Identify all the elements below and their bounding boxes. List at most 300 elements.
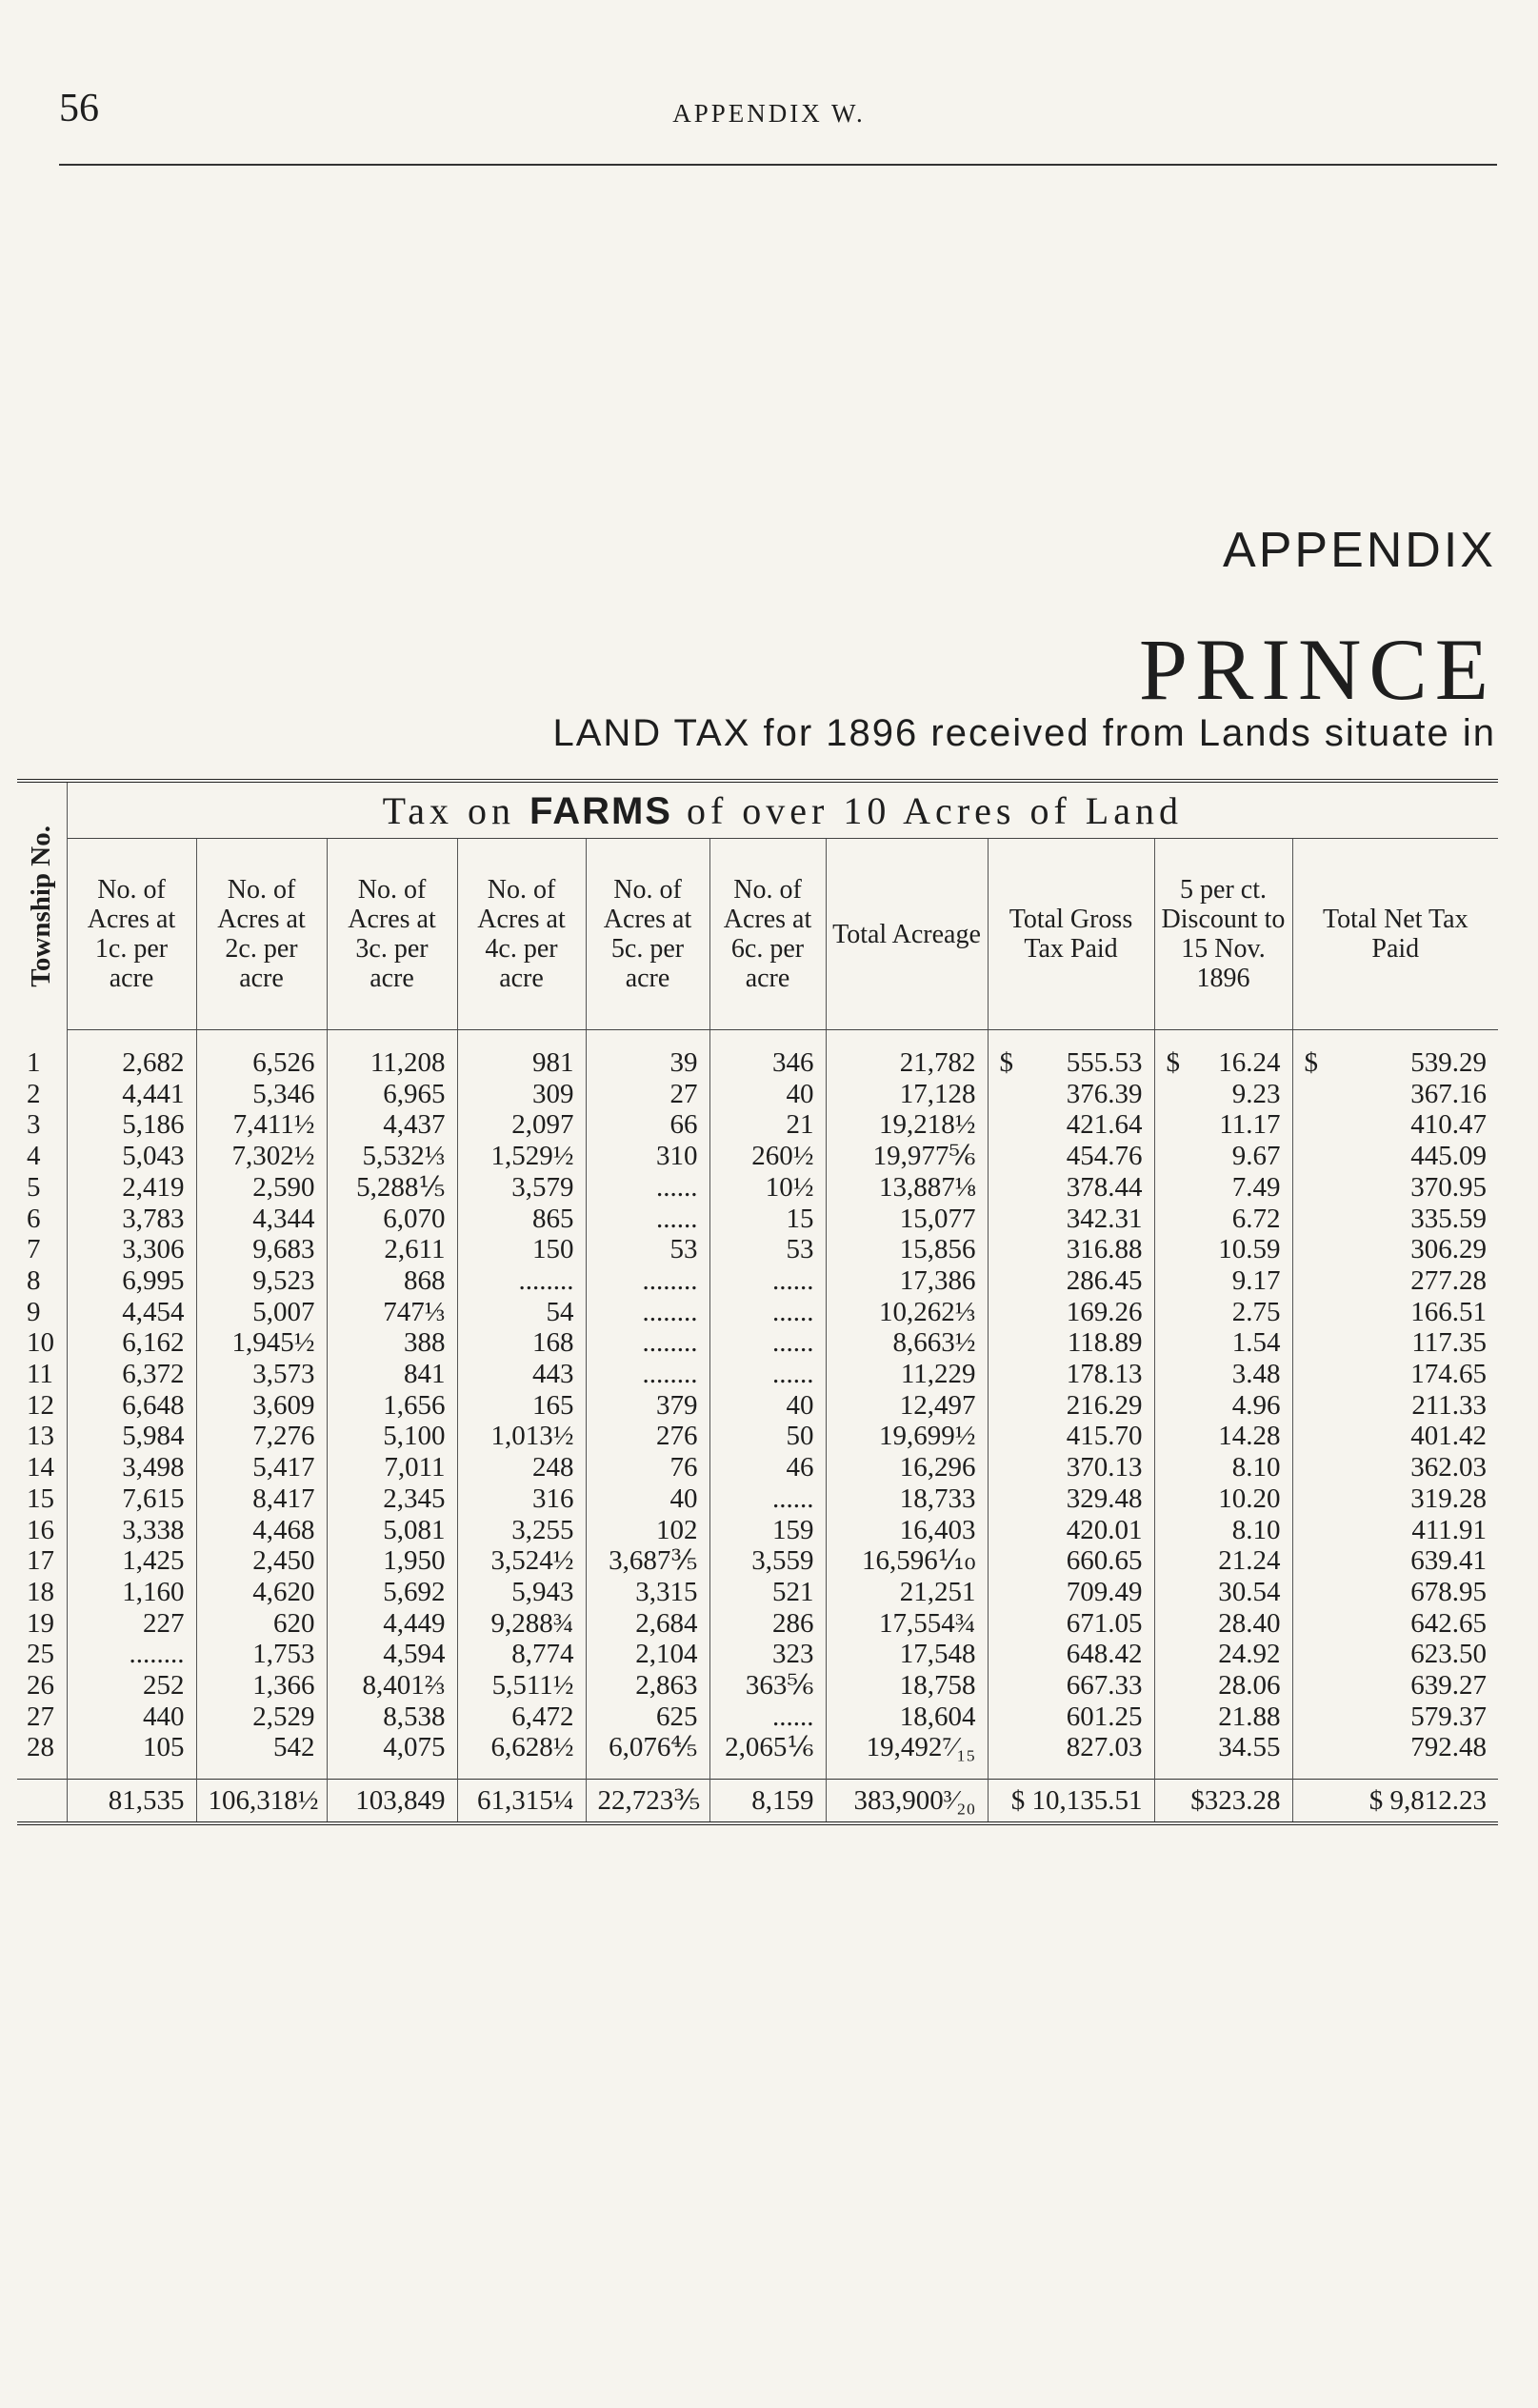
table-row xyxy=(17,1608,1498,1640)
acres-3c: 4,594 xyxy=(327,1639,457,1670)
total-acreage: 19,492⁷⁄₁₅ xyxy=(826,1732,988,1779)
acres-2c: 4,344 xyxy=(196,1204,327,1235)
gross-tax: 376.39 xyxy=(988,1079,1154,1110)
acres-4c: 316 xyxy=(457,1483,586,1515)
township-number: 18 xyxy=(27,1576,54,1607)
header-rule xyxy=(59,164,1497,166)
table-row xyxy=(17,1204,1498,1235)
acres-1c: 6,648 xyxy=(67,1390,196,1422)
acres-4c: 5,943 xyxy=(457,1577,586,1608)
land-tax-title: LAND TAX for 1896 received from Lands situate in xyxy=(552,712,1496,754)
acres-5c: ........ xyxy=(586,1327,709,1359)
township-number: 10 xyxy=(27,1327,54,1359)
acres-1c: 5,984 xyxy=(67,1421,196,1452)
table-row xyxy=(17,1327,1498,1359)
township-number: 19 xyxy=(27,1607,54,1639)
acres-6c: 346 xyxy=(709,1030,826,1079)
township-number: 15 xyxy=(27,1483,54,1514)
acres-5c: 53 xyxy=(586,1234,709,1265)
acres-3c: 2,345 xyxy=(327,1483,457,1515)
acres-3c: 5,692 xyxy=(327,1577,457,1608)
acres-1c: 6,162 xyxy=(67,1327,196,1359)
gross-tax: 286.45 xyxy=(988,1265,1154,1297)
gross-tax: 601.25 xyxy=(988,1702,1154,1733)
net-tax: 319.28 xyxy=(1292,1483,1498,1515)
table-row xyxy=(17,1030,1498,1079)
table-row xyxy=(17,1390,1498,1422)
total-acreage: 19,218½ xyxy=(826,1109,988,1141)
table-row xyxy=(17,1172,1498,1204)
dollar-sign: $ xyxy=(1304,1047,1318,1078)
acres-6c: ...... xyxy=(709,1265,826,1297)
township-number: 16 xyxy=(27,1514,54,1545)
acres-6c: 2,065⅙ xyxy=(709,1732,826,1779)
acres-1c: 3,306 xyxy=(67,1234,196,1265)
acres-5c: 3,315 xyxy=(586,1577,709,1608)
net-tax: 306.29 xyxy=(1292,1234,1498,1265)
acres-2c: 9,523 xyxy=(196,1265,327,1297)
acres-6c: 10½ xyxy=(709,1172,826,1204)
table-row xyxy=(17,1297,1498,1328)
acres-2c: 3,573 xyxy=(196,1359,327,1390)
header-acres-5c: No. of Acres at 5c. per acre xyxy=(586,839,709,1030)
total-acreage: 18,758 xyxy=(826,1670,988,1702)
acres-1c: 4,454 xyxy=(67,1297,196,1328)
township-number: 6 xyxy=(27,1203,41,1234)
header-acres-1c: No. of Acres at 1c. per acre xyxy=(67,839,196,1030)
acres-5c: 3,687⅗ xyxy=(586,1545,709,1577)
township-number: 9 xyxy=(27,1296,41,1327)
gross-tax: 216.29 xyxy=(988,1390,1154,1422)
acres-3c: 4,449 xyxy=(327,1608,457,1640)
acres-3c: 5,081 xyxy=(327,1515,457,1546)
acres-6c: ...... xyxy=(709,1483,826,1515)
acres-6c: 53 xyxy=(709,1234,826,1265)
gross-tax: 420.01 xyxy=(988,1515,1154,1546)
band-farms: FARMS xyxy=(529,789,672,832)
acres-5c: ...... xyxy=(586,1172,709,1204)
net-tax: 411.91 xyxy=(1292,1515,1498,1546)
acres-6c: 323 xyxy=(709,1639,826,1670)
acres-6c: 40 xyxy=(709,1079,826,1110)
township-number: 28 xyxy=(27,1732,54,1763)
page-number: 56 xyxy=(59,87,99,130)
acres-1c: 6,995 xyxy=(67,1265,196,1297)
net-tax: 639.27 xyxy=(1292,1670,1498,1702)
acres-2c: 4,468 xyxy=(196,1515,327,1546)
table-row xyxy=(17,1732,1498,1779)
acres-3c: 388 xyxy=(327,1327,457,1359)
acres-3c: 8,538 xyxy=(327,1702,457,1733)
acres-4c: 6,472 xyxy=(457,1702,586,1733)
acres-5c: ........ xyxy=(586,1359,709,1390)
net-tax: 639.41 xyxy=(1292,1545,1498,1577)
acres-4c: 8,774 xyxy=(457,1639,586,1670)
acres-4c: 6,628½ xyxy=(457,1732,586,1779)
total-acreage: 12,497 xyxy=(826,1390,988,1422)
acres-4c: 3,255 xyxy=(457,1515,586,1546)
acres-1c: 105 xyxy=(67,1732,196,1779)
acres-5c: 2,863 xyxy=(586,1670,709,1702)
acres-6c: 260½ xyxy=(709,1141,826,1172)
acres-6c: ...... xyxy=(709,1327,826,1359)
acres-2c: 7,276 xyxy=(196,1421,327,1452)
total-acreage: 18,604 xyxy=(826,1702,988,1733)
dollar-sign: $ xyxy=(1166,1047,1180,1078)
acres-2c: 1,945½ xyxy=(196,1327,327,1359)
acres-6c: ...... xyxy=(709,1359,826,1390)
acres-5c: 27 xyxy=(586,1079,709,1110)
acres-1c: 2,419 xyxy=(67,1172,196,1204)
acres-2c: 2,529 xyxy=(196,1702,327,1733)
acres-6c: 159 xyxy=(709,1515,826,1546)
discount: 11.17 xyxy=(1154,1109,1292,1141)
acres-5c: 2,684 xyxy=(586,1608,709,1640)
acres-3c: 841 xyxy=(327,1359,457,1390)
running-head: APPENDIX W. xyxy=(672,99,866,128)
total-acreage: 21,782 xyxy=(826,1030,988,1079)
total-acreage: 18,733 xyxy=(826,1483,988,1515)
prince-heading: PRINCE xyxy=(1138,621,1496,718)
total-acres-3c: 103,849 xyxy=(327,1780,457,1824)
total-acreage: 17,548 xyxy=(826,1639,988,1670)
discount: 2.75 xyxy=(1154,1297,1292,1328)
grand-total-net-tax: $ 9,812.23 xyxy=(1292,1780,1498,1824)
acres-3c: 5,100 xyxy=(327,1421,457,1452)
discount-value: 16.24 xyxy=(1218,1047,1281,1078)
acres-3c: 4,437 xyxy=(327,1109,457,1141)
net-tax: 117.35 xyxy=(1292,1327,1498,1359)
total-acreage: 15,077 xyxy=(826,1204,988,1235)
table-row xyxy=(17,1515,1498,1546)
acres-1c: 6,372 xyxy=(67,1359,196,1390)
acres-3c: 747⅓ xyxy=(327,1297,457,1328)
acres-3c: 1,950 xyxy=(327,1545,457,1577)
total-acreage: 17,386 xyxy=(826,1265,988,1297)
acres-1c: 227 xyxy=(67,1608,196,1640)
gross-tax: 648.42 xyxy=(988,1639,1154,1670)
township-number: 13 xyxy=(27,1421,54,1452)
discount: 7.49 xyxy=(1154,1172,1292,1204)
acres-4c: 5,511½ xyxy=(457,1670,586,1702)
township-number: 2 xyxy=(27,1078,41,1109)
table-row xyxy=(17,1452,1498,1483)
grand-total-acreage: 383,900³⁄₂₀ xyxy=(826,1780,988,1824)
net-tax: 445.09 xyxy=(1292,1141,1498,1172)
acres-1c: 5,186 xyxy=(67,1109,196,1141)
township-number: 7 xyxy=(27,1234,41,1265)
grand-total-gross-tax: $ 10,135.51 xyxy=(988,1780,1154,1824)
discount: 10.59 xyxy=(1154,1234,1292,1265)
header-acres-4c: No. of Acres at 4c. per acre xyxy=(457,839,586,1030)
acres-3c: 868 xyxy=(327,1265,457,1297)
township-number: 27 xyxy=(27,1701,54,1732)
net-tax-value: 539.29 xyxy=(1410,1047,1488,1078)
acres-2c: 5,346 xyxy=(196,1079,327,1110)
acres-5c: 379 xyxy=(586,1390,709,1422)
acres-2c: 5,417 xyxy=(196,1452,327,1483)
acres-1c: 7,615 xyxy=(67,1483,196,1515)
gross-tax: 415.70 xyxy=(988,1421,1154,1452)
total-acreage: 10,262⅓ xyxy=(826,1297,988,1328)
net-tax: 335.59 xyxy=(1292,1204,1498,1235)
total-acres-5c: 22,723⅗ xyxy=(586,1780,709,1824)
discount: 28.06 xyxy=(1154,1670,1292,1702)
acres-3c: 5,288⅕ xyxy=(327,1172,457,1204)
discount: 1.54 xyxy=(1154,1327,1292,1359)
acres-6c: 363⅚ xyxy=(709,1670,826,1702)
discount xyxy=(1154,1030,1292,1079)
acres-4c: 9,288¾ xyxy=(457,1608,586,1640)
gross-tax: 709.49 xyxy=(988,1577,1154,1608)
acres-4c: 3,524½ xyxy=(457,1545,586,1577)
gross-tax: 329.48 xyxy=(988,1483,1154,1515)
net-tax xyxy=(1292,1030,1498,1079)
discount: 21.88 xyxy=(1154,1702,1292,1733)
land-tax-table xyxy=(17,783,1498,1825)
acres-5c: 40 xyxy=(586,1483,709,1515)
discount: 21.24 xyxy=(1154,1545,1292,1577)
acres-1c: 3,783 xyxy=(67,1204,196,1235)
gross-tax: 316.88 xyxy=(988,1234,1154,1265)
gross-tax: 827.03 xyxy=(988,1732,1154,1779)
band-row xyxy=(17,783,1498,839)
discount: 10.20 xyxy=(1154,1483,1292,1515)
header-discount: 5 per ct. Discount to 15 Nov. 1896 xyxy=(1154,839,1292,1030)
acres-2c: 7,411½ xyxy=(196,1109,327,1141)
totals-township-blank xyxy=(17,1780,67,1824)
acres-3c: 6,070 xyxy=(327,1204,457,1235)
gross-tax: 342.31 xyxy=(988,1204,1154,1235)
acres-2c: 4,620 xyxy=(196,1577,327,1608)
acres-3c: 4,075 xyxy=(327,1732,457,1779)
totals-row xyxy=(17,1780,1498,1824)
net-tax: 623.50 xyxy=(1292,1639,1498,1670)
township-number: 1 xyxy=(27,1046,41,1078)
acres-5c: 102 xyxy=(586,1515,709,1546)
township-number: 26 xyxy=(27,1670,54,1702)
discount: 6.72 xyxy=(1154,1204,1292,1235)
net-tax: 370.95 xyxy=(1292,1172,1498,1204)
total-acres-2c: 106,318½ xyxy=(196,1780,327,1824)
gross-tax: 118.89 xyxy=(988,1327,1154,1359)
township-header-label: Township No. xyxy=(26,825,57,987)
acres-3c: 5,532⅓ xyxy=(327,1141,457,1172)
acres-3c: 1,656 xyxy=(327,1390,457,1422)
acres-4c: 165 xyxy=(457,1390,586,1422)
net-tax: 642.65 xyxy=(1292,1608,1498,1640)
acres-2c: 1,366 xyxy=(196,1670,327,1702)
acres-4c: 54 xyxy=(457,1297,586,1328)
township-number: 3 xyxy=(27,1109,41,1141)
acres-2c: 542 xyxy=(196,1732,327,1779)
net-tax: 367.16 xyxy=(1292,1079,1498,1110)
dollar-sign: $ xyxy=(999,1047,1013,1078)
discount: 34.55 xyxy=(1154,1732,1292,1779)
table-row xyxy=(17,1079,1498,1110)
total-acres-6c: 8,159 xyxy=(709,1780,826,1824)
gross-tax: 169.26 xyxy=(988,1297,1154,1328)
discount: 24.92 xyxy=(1154,1639,1292,1670)
acres-5c: 39 xyxy=(586,1030,709,1079)
acres-5c: 76 xyxy=(586,1452,709,1483)
header-net-tax: Total Net Tax Paid xyxy=(1292,839,1498,1030)
township-header xyxy=(17,783,67,1030)
acres-5c: 625 xyxy=(586,1702,709,1733)
acres-6c: 3,559 xyxy=(709,1545,826,1577)
acres-1c: 1,425 xyxy=(67,1545,196,1577)
acres-4c: 150 xyxy=(457,1234,586,1265)
acres-2c: 9,683 xyxy=(196,1234,327,1265)
net-tax: 211.33 xyxy=(1292,1390,1498,1422)
acres-4c: 443 xyxy=(457,1359,586,1390)
header-acres-2c: No. of Acres at 2c. per acre xyxy=(196,839,327,1030)
band-post: of over 10 Acres of Land xyxy=(671,788,1183,832)
acres-1c: 2,682 xyxy=(67,1030,196,1079)
table-row xyxy=(17,1109,1498,1141)
acres-6c: 15 xyxy=(709,1204,826,1235)
acres-2c: 3,609 xyxy=(196,1390,327,1422)
discount: 9.17 xyxy=(1154,1265,1292,1297)
township-number: 14 xyxy=(27,1452,54,1483)
net-tax: 362.03 xyxy=(1292,1452,1498,1483)
acres-1c: 4,441 xyxy=(67,1079,196,1110)
acres-5c: 310 xyxy=(586,1141,709,1172)
gross-tax: 421.64 xyxy=(988,1109,1154,1141)
acres-1c: 3,338 xyxy=(67,1515,196,1546)
acres-2c: 2,590 xyxy=(196,1172,327,1204)
acres-2c: 6,526 xyxy=(196,1030,327,1079)
gross-tax xyxy=(988,1030,1154,1079)
discount: 8.10 xyxy=(1154,1515,1292,1546)
acres-2c: 1,753 xyxy=(196,1639,327,1670)
net-tax: 174.65 xyxy=(1292,1359,1498,1390)
net-tax: 678.95 xyxy=(1292,1577,1498,1608)
acres-1c: 440 xyxy=(67,1702,196,1733)
table-row xyxy=(17,1483,1498,1515)
header-total-acreage: Total Acreage xyxy=(826,839,988,1030)
discount: 4.96 xyxy=(1154,1390,1292,1422)
township-number: 5 xyxy=(27,1171,41,1203)
table-row xyxy=(17,1702,1498,1733)
total-acreage: 21,251 xyxy=(826,1577,988,1608)
total-acreage: 13,887⅛ xyxy=(826,1172,988,1204)
acres-5c: 2,104 xyxy=(586,1639,709,1670)
acres-6c: ...... xyxy=(709,1297,826,1328)
acres-4c: 1,013½ xyxy=(457,1421,586,1452)
acres-6c: 521 xyxy=(709,1577,826,1608)
acres-2c: 2,450 xyxy=(196,1545,327,1577)
acres-4c: ........ xyxy=(457,1265,586,1297)
table-row xyxy=(17,1359,1498,1390)
header-acres-3c: No. of Acres at 3c. per acre xyxy=(327,839,457,1030)
acres-2c: 5,007 xyxy=(196,1297,327,1328)
table-row xyxy=(17,1141,1498,1172)
total-acreage: 17,128 xyxy=(826,1079,988,1110)
table-row xyxy=(17,1265,1498,1297)
discount: 3.48 xyxy=(1154,1359,1292,1390)
column-header-row xyxy=(17,839,1498,1030)
acres-6c: ...... xyxy=(709,1702,826,1733)
farms-band-header xyxy=(67,783,1498,839)
acres-5c: 276 xyxy=(586,1421,709,1452)
gross-tax: 370.13 xyxy=(988,1452,1154,1483)
acres-4c: 981 xyxy=(457,1030,586,1079)
total-acreage: 19,977⅚ xyxy=(826,1141,988,1172)
acres-1c: 1,160 xyxy=(67,1577,196,1608)
band-pre: Tax on xyxy=(382,788,529,832)
acres-1c: 252 xyxy=(67,1670,196,1702)
acres-5c: 6,076⅘ xyxy=(586,1732,709,1779)
acres-5c: ........ xyxy=(586,1265,709,1297)
acres-4c: 309 xyxy=(457,1079,586,1110)
grand-total-discount: $323.28 xyxy=(1154,1780,1292,1824)
net-tax: 277.28 xyxy=(1292,1265,1498,1297)
discount: 9.23 xyxy=(1154,1079,1292,1110)
acres-1c: 3,498 xyxy=(67,1452,196,1483)
acres-4c: 3,579 xyxy=(457,1172,586,1204)
acres-5c: ...... xyxy=(586,1204,709,1235)
acres-5c: 66 xyxy=(586,1109,709,1141)
header-acres-6c: No. of Acres at 6c. per acre xyxy=(709,839,826,1030)
acres-1c: 5,043 xyxy=(67,1141,196,1172)
discount: 8.10 xyxy=(1154,1452,1292,1483)
acres-6c: 21 xyxy=(709,1109,826,1141)
table-row xyxy=(17,1639,1498,1670)
table-body xyxy=(17,1030,1498,1824)
acres-3c: 8,401⅔ xyxy=(327,1670,457,1702)
township-number: 17 xyxy=(27,1545,54,1577)
acres-4c: 865 xyxy=(457,1204,586,1235)
total-acreage: 11,229 xyxy=(826,1359,988,1390)
township-number: 4 xyxy=(27,1141,41,1172)
acres-4c: 168 xyxy=(457,1327,586,1359)
appendix-heading: APPENDIX xyxy=(1223,523,1496,578)
gross-tax: 454.76 xyxy=(988,1141,1154,1172)
gross-tax: 660.65 xyxy=(988,1545,1154,1577)
table-row xyxy=(17,1234,1498,1265)
township-number: 8 xyxy=(27,1264,41,1296)
discount: 30.54 xyxy=(1154,1577,1292,1608)
total-acreage: 16,296 xyxy=(826,1452,988,1483)
acres-6c: 286 xyxy=(709,1608,826,1640)
net-tax: 401.42 xyxy=(1292,1421,1498,1452)
total-acreage: 16,403 xyxy=(826,1515,988,1546)
acres-2c: 7,302½ xyxy=(196,1141,327,1172)
gross-tax: 671.05 xyxy=(988,1608,1154,1640)
net-tax: 410.47 xyxy=(1292,1109,1498,1141)
township-number: 11 xyxy=(27,1359,53,1390)
table-row xyxy=(17,1577,1498,1608)
township-number: 25 xyxy=(27,1639,54,1670)
total-acres-1c: 81,535 xyxy=(67,1780,196,1824)
acres-3c: 6,965 xyxy=(327,1079,457,1110)
table-row xyxy=(17,1670,1498,1702)
land-tax-table-container xyxy=(17,779,1498,1825)
gross-tax: 667.33 xyxy=(988,1670,1154,1702)
acres-6c: 50 xyxy=(709,1421,826,1452)
net-tax: 792.48 xyxy=(1292,1732,1498,1779)
total-acreage: 8,663½ xyxy=(826,1327,988,1359)
gross-tax: 378.44 xyxy=(988,1172,1154,1204)
discount: 28.40 xyxy=(1154,1608,1292,1640)
acres-4c: 2,097 xyxy=(457,1109,586,1141)
acres-3c: 11,208 xyxy=(327,1030,457,1079)
header-gross-tax: Total Gross Tax Paid xyxy=(988,839,1154,1030)
total-acreage: 19,699½ xyxy=(826,1421,988,1452)
acres-4c: 248 xyxy=(457,1452,586,1483)
acres-2c: 8,417 xyxy=(196,1483,327,1515)
